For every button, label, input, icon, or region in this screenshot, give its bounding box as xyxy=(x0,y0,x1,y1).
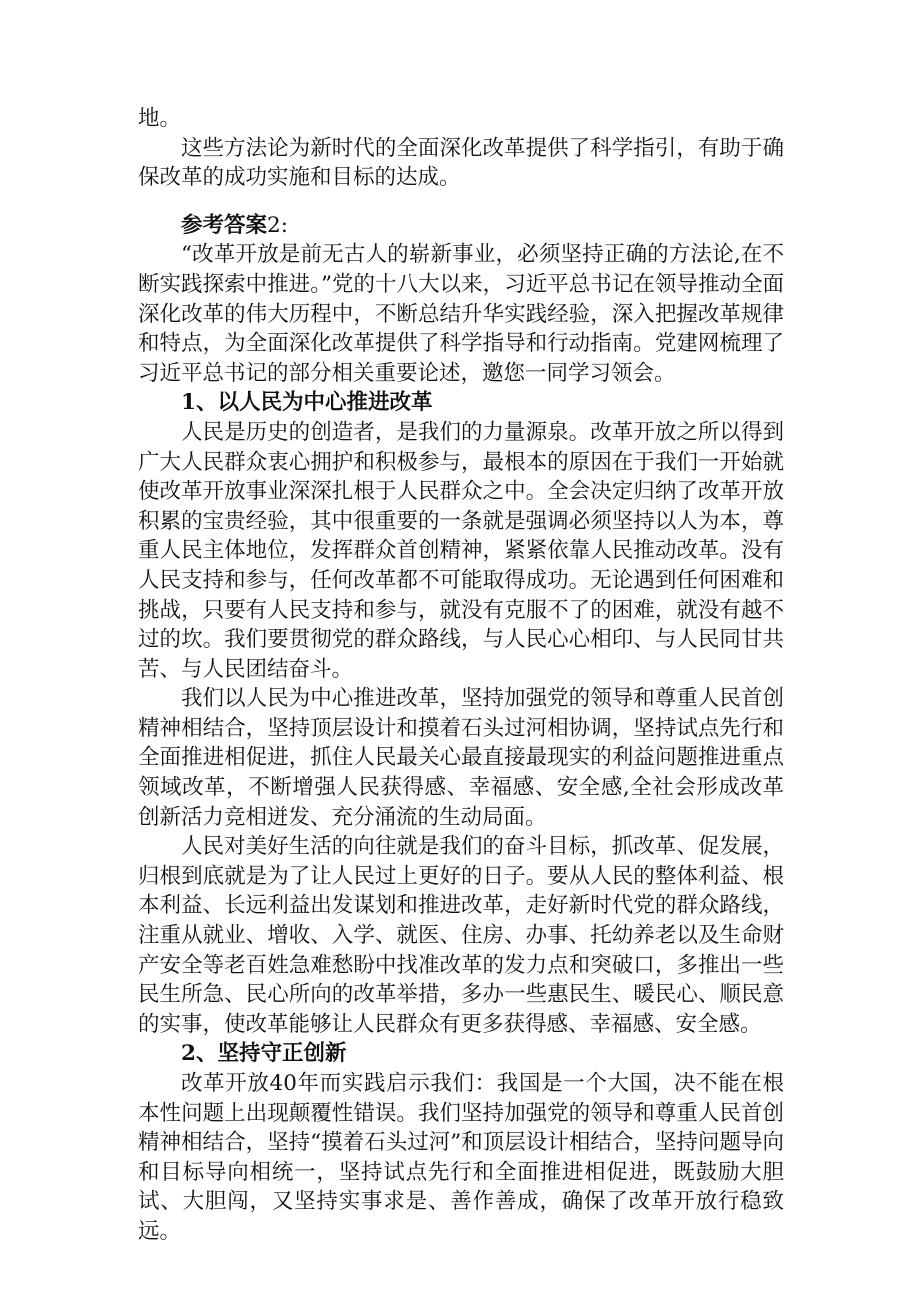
answer-number: 2: xyxy=(267,212,288,238)
answer-title xyxy=(138,211,784,241)
intro-paragraph: “改革开放是前无古人的崭新事业，必须坚持正确的方法论,在不断实践探索中推进。”党的十八大以来，习近平总书记在领导推动全面深化改革的伟大历程中，不断总结升华实践经验，深入把握改革规律和特点，为全面深化改革提供了科学指导和行动指南。党建网梳理了习近平总书记的部分相关重要论述，邀您一同学习领会。 xyxy=(138,242,784,386)
section-heading-1: 1、以人民为中心推进改革 xyxy=(181,390,433,416)
section1-paragraph-3: 人民对美好生活的向往就是我们的奋斗目标，抓改革、促发展，归根到底就是为了让人民过上更好的日子。要从人民的整体利益、根本利益、长远利益出发谋划和推进改革，走好新时代党的群众路线，注重从就业、增收、入学、就医、住房、办事、托幼养老以及生命财产安全等老百姓急难愁盼中找准改革的发力点和突破口，多推出一些民生所急、民心所向的改革举措，多办一些惠民生、暖民心、顺民意的实事，使改革能够让人民群众有更多获得感、幸福感、安全感。 xyxy=(138,834,784,1037)
section1-paragraph-1: 人民是历史的创造者，是我们的力量源泉。改革开放之所以得到广大人民群众衷心拥护和积极参与，最根本的原因在于我们一开始就使改革开放事业深深扎根于人民群众之中。全会决定归纳了改革开放积累的宝贵经验，其中很重要的一条就是强调必须坚持以人为本，尊重人民主体地位，发挥群众首创精神，紧紧依靠人民推动改革。没有人民支持和参与，任何改革都不可能取得成功。无论遇到任何困难和挑战，只要有人民支持和参与，就没有克服不了的困难，就没有越不过的坎。我们要贯彻党的群众路线，与人民心心相印、与人民同甘共苦、与人民团结奋斗。 xyxy=(138,419,784,682)
document-page xyxy=(138,104,784,1247)
continuation-text: 地。 xyxy=(138,106,182,131)
answer-label: 参考答案 xyxy=(181,212,268,238)
spacer xyxy=(138,193,784,211)
section2-paragraph-1: 改革开放40年而实践启示我们：我国是一个大国，决不能在根本性问题上出现颠覆性错误。我们坚持加强党的领导和尊重人民首创精神相结合，坚持“摸着石头过河”和顶层设计相结合，坚持问题导向和目标导向相统一，坚持试点先行和全面推进相促进，既鼓励大胆试、大胆闯，又坚持实事求是、善作善成，确保了改革开放行稳致远。 xyxy=(138,1071,784,1244)
summary-paragraph: 这些方法论为新时代的全面深化改革提供了科学指引，有助于确保改革的成功实施和目标的达成。 xyxy=(138,135,784,191)
section-heading-2: 2、坚持守正创新 xyxy=(181,1041,347,1067)
section1-paragraph-2: 我们以人民为中心推进改革，坚持加强党的领导和尊重人民首创精神相结合，坚持顶层设计和摸着石头过河相协调，坚持试点先行和全面推进相促进，抓住人民最关心最直接最现实的利益问题推进重点领域改革，不断增强人民获得感、幸福感、安全感,全社会形成改革创新活力竞相迸发、充分涌流的生动局面。 xyxy=(138,686,784,830)
